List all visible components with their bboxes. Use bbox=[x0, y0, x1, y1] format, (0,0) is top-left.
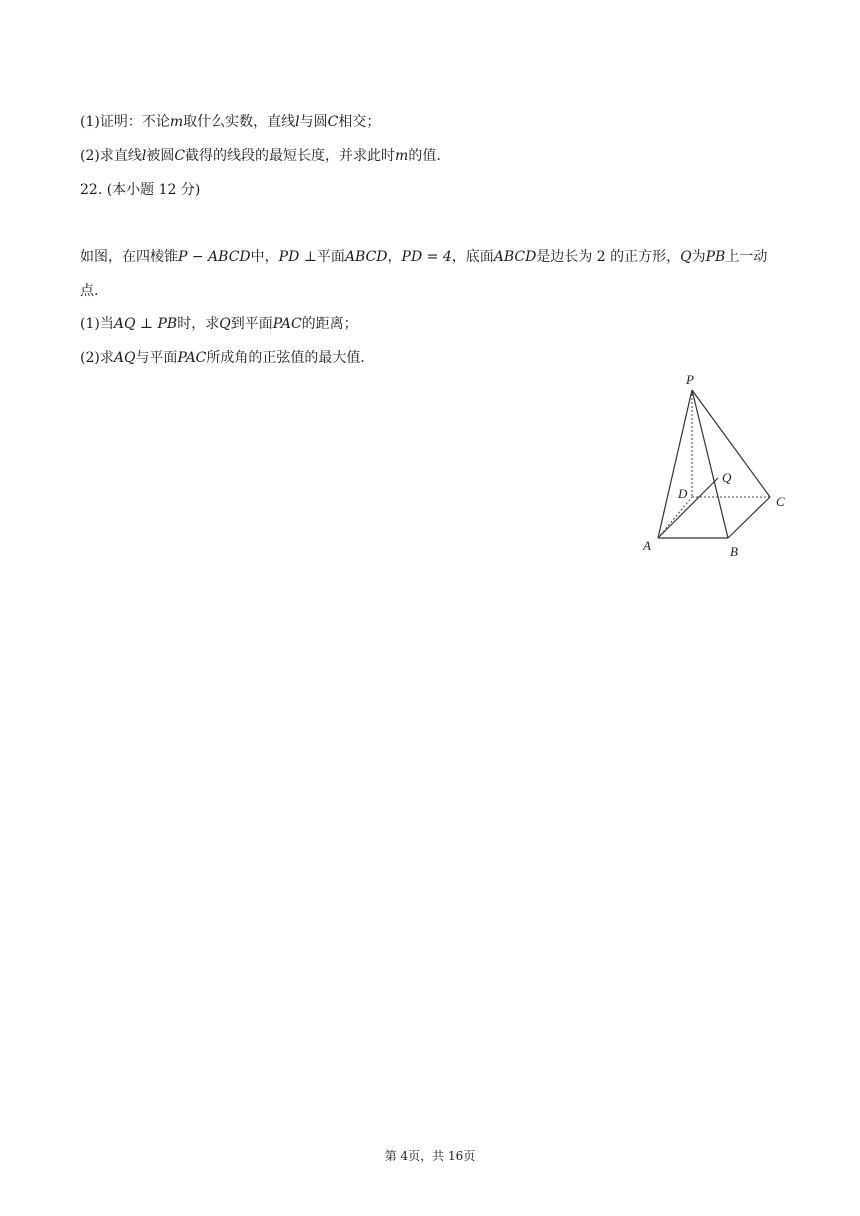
edge-bc bbox=[728, 497, 770, 538]
label-b: B bbox=[730, 544, 738, 559]
q22-part1 bbox=[80, 314, 358, 334]
q21-part1-text-c: 与圆 bbox=[299, 114, 328, 130]
q21-part1-math-C: C bbox=[327, 114, 339, 130]
q22-intro-text-e: ，底面 bbox=[451, 249, 494, 265]
q22-intro-text-d: ， bbox=[387, 249, 402, 265]
q22-intro-text-f: 是边长为 2 的正方形， bbox=[536, 249, 681, 265]
q22-part1-text-d: 的距离； bbox=[301, 316, 358, 332]
pyramid-figure bbox=[636, 368, 796, 564]
q21-part2-math-m: m bbox=[395, 148, 409, 164]
q22-part1-math-q: Q bbox=[219, 316, 231, 332]
q21-part1-text-a: 证明：不论 bbox=[99, 114, 170, 130]
q22-part1-math-aq-perp-pb: AQ ⊥ PB bbox=[113, 316, 178, 332]
q22-intro-math-pd: PD bbox=[278, 249, 300, 265]
q22-intro-math-pd-eq: PD = 4 bbox=[401, 249, 452, 265]
edge-aq bbox=[658, 478, 718, 538]
q22-part2-num: (2) bbox=[80, 350, 100, 366]
q21-part2-math-C: C bbox=[174, 148, 186, 164]
q22-part1-math-pac: PAC bbox=[272, 316, 302, 332]
q21-part1-text-d: 相交； bbox=[338, 114, 381, 130]
edge-pa bbox=[658, 390, 692, 538]
q21-part2-num: (2) bbox=[80, 148, 100, 164]
q22-part1-text-a: 当 bbox=[99, 316, 114, 332]
q21-part2 bbox=[80, 146, 441, 166]
q21-part1-text-b: 取什么实数，直线 bbox=[183, 114, 296, 130]
q22-part2-text-a: 求 bbox=[99, 350, 114, 366]
q22-part1-text-c: 到平面 bbox=[230, 316, 273, 332]
q21-part2-text-c: 截得的线段的最短长度，并求此时 bbox=[185, 148, 396, 164]
q22-part2-text-c: 所成角的正弦值的最大值. bbox=[206, 350, 365, 366]
q22-intro-math-abcd: ABCD bbox=[344, 249, 388, 265]
label-p: P bbox=[686, 372, 694, 387]
q22-intro-continued: 点. bbox=[80, 283, 99, 299]
q22-part1-text-b: 时，求 bbox=[177, 316, 220, 332]
q22-part2 bbox=[80, 348, 365, 368]
q22-intro-text-c: ⊥平面 bbox=[299, 249, 345, 265]
label-q: Q bbox=[722, 470, 732, 485]
q22-intro bbox=[80, 247, 767, 267]
q21-part1 bbox=[80, 112, 380, 132]
q22-intro-math-q: Q bbox=[680, 249, 692, 265]
edge-pb bbox=[692, 390, 728, 538]
q22-intro-text-h: 上一动 bbox=[725, 249, 768, 265]
q21-part2-text-a: 求直线 bbox=[99, 148, 142, 164]
q22-intro-text-a: 如图，在四棱锥 bbox=[80, 249, 178, 265]
q22-part2-math-pac: PAC bbox=[177, 350, 207, 366]
label-c: C bbox=[776, 494, 785, 509]
q22-intro-math-pyramid: P − ABCD bbox=[178, 249, 251, 265]
label-a: A bbox=[643, 538, 651, 553]
q21-part2-math-l: l bbox=[141, 148, 147, 164]
q21-part1-math-l: l bbox=[295, 114, 300, 130]
q22-intro-text-b: 中， bbox=[250, 249, 279, 265]
q22-intro-math-abcd2: ABCD bbox=[493, 249, 537, 265]
label-d: D bbox=[678, 486, 688, 501]
q21-part1-num: (1) bbox=[80, 114, 100, 130]
q21-part2-text-b: 被圆 bbox=[146, 148, 175, 164]
q22-intro-math-pb: PB bbox=[705, 249, 726, 265]
q22-part2-math-aq: AQ bbox=[113, 350, 136, 366]
q22-intro-text-g: 为 bbox=[691, 249, 706, 265]
q21-part1-math-m: m bbox=[169, 114, 184, 130]
q22-header: 22. (本小题 12 分) bbox=[80, 182, 201, 198]
page-footer: 第 4页，共 16页 bbox=[384, 1149, 476, 1163]
q22-part2-text-b: 与平面 bbox=[135, 350, 178, 366]
q22-part1-num: (1) bbox=[80, 316, 100, 332]
q21-part2-text-d: 的值. bbox=[408, 148, 441, 164]
